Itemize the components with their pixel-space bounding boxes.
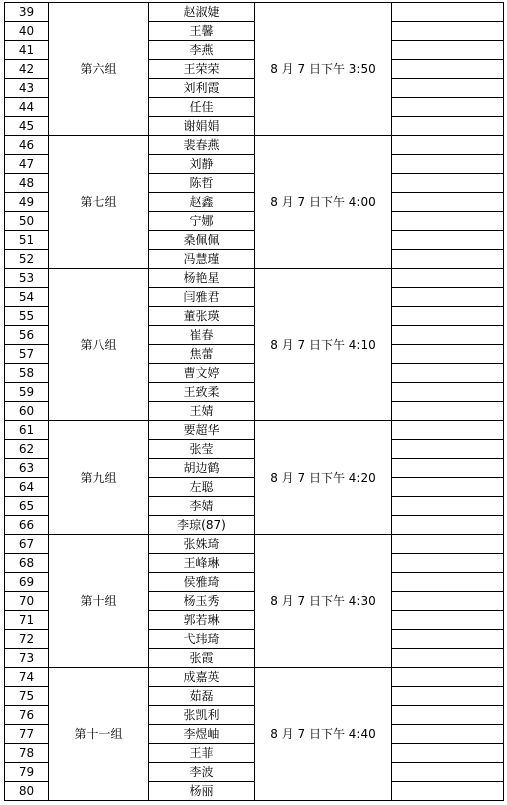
person-name: 李煜岫 — [149, 725, 255, 744]
row-number: 63 — [5, 459, 49, 478]
person-name: 谢娟娟 — [149, 117, 255, 136]
person-name: 崔春 — [149, 326, 255, 345]
row-number: 51 — [5, 231, 49, 250]
group-time: 8 月 7 日下午 4:40 — [255, 668, 392, 801]
person-name: 胡边鹤 — [149, 459, 255, 478]
group-label: 第八组 — [49, 269, 149, 421]
empty-cell — [392, 345, 504, 364]
row-number: 62 — [5, 440, 49, 459]
person-name: 左聪 — [149, 478, 255, 497]
empty-cell — [392, 516, 504, 535]
table-row — [5, 421, 504, 440]
row-number: 55 — [5, 307, 49, 326]
person-name: 郭若琳 — [149, 611, 255, 630]
empty-cell — [392, 535, 504, 554]
row-number: 73 — [5, 649, 49, 668]
person-name: 曹文婷 — [149, 364, 255, 383]
row-number: 44 — [5, 98, 49, 117]
empty-cell — [392, 307, 504, 326]
person-name: 要超华 — [149, 421, 255, 440]
person-name: 杨艳星 — [149, 269, 255, 288]
row-number: 75 — [5, 687, 49, 706]
empty-cell — [392, 763, 504, 782]
person-name: 张莹 — [149, 440, 255, 459]
person-name: 侯雅琦 — [149, 573, 255, 592]
roster-table — [4, 2, 504, 801]
person-name: 宁娜 — [149, 212, 255, 231]
row-number: 52 — [5, 250, 49, 269]
empty-cell — [392, 41, 504, 60]
empty-cell — [392, 269, 504, 288]
person-name: 成嘉英 — [149, 668, 255, 687]
empty-cell — [392, 687, 504, 706]
row-number: 70 — [5, 592, 49, 611]
person-name: 刘静 — [149, 155, 255, 174]
row-number: 41 — [5, 41, 49, 60]
row-number: 57 — [5, 345, 49, 364]
empty-cell — [392, 573, 504, 592]
empty-cell — [392, 497, 504, 516]
empty-cell — [392, 440, 504, 459]
empty-cell — [392, 459, 504, 478]
person-name: 弋玮琦 — [149, 630, 255, 649]
row-number: 43 — [5, 79, 49, 98]
group-time: 8 月 7 日下午 4:20 — [255, 421, 392, 535]
row-number: 80 — [5, 782, 49, 801]
row-number: 66 — [5, 516, 49, 535]
empty-cell — [392, 383, 504, 402]
empty-cell — [392, 212, 504, 231]
row-number: 47 — [5, 155, 49, 174]
row-number: 64 — [5, 478, 49, 497]
person-name: 张凯利 — [149, 706, 255, 725]
row-number: 59 — [5, 383, 49, 402]
row-number: 48 — [5, 174, 49, 193]
group-label: 第十组 — [49, 535, 149, 668]
table-row — [5, 535, 504, 554]
person-name: 王婧 — [149, 402, 255, 421]
group-time: 8 月 7 日下午 4:00 — [255, 136, 392, 269]
row-number: 69 — [5, 573, 49, 592]
group-label: 第六组 — [49, 3, 149, 136]
empty-cell — [392, 3, 504, 22]
empty-cell — [392, 421, 504, 440]
group-time: 8 月 7 日下午 3:50 — [255, 3, 392, 136]
empty-cell — [392, 60, 504, 79]
empty-cell — [392, 668, 504, 687]
group-label: 第七组 — [49, 136, 149, 269]
person-name: 冯慧瑾 — [149, 250, 255, 269]
row-number: 54 — [5, 288, 49, 307]
person-name: 张姝琦 — [149, 535, 255, 554]
empty-cell — [392, 174, 504, 193]
empty-cell — [392, 98, 504, 117]
person-name: 焦蕾 — [149, 345, 255, 364]
row-number: 74 — [5, 668, 49, 687]
empty-cell — [392, 649, 504, 668]
person-name: 王菲 — [149, 744, 255, 763]
empty-cell — [392, 782, 504, 801]
empty-cell — [392, 79, 504, 98]
row-number: 58 — [5, 364, 49, 383]
empty-cell — [392, 478, 504, 497]
person-name: 李波 — [149, 763, 255, 782]
person-name: 李燕 — [149, 41, 255, 60]
person-name: 王荣荣 — [149, 60, 255, 79]
empty-cell — [392, 193, 504, 212]
person-name: 王馨 — [149, 22, 255, 41]
roster-body — [5, 3, 504, 801]
empty-cell — [392, 592, 504, 611]
row-number: 68 — [5, 554, 49, 573]
empty-cell — [392, 288, 504, 307]
row-number: 72 — [5, 630, 49, 649]
empty-cell — [392, 402, 504, 421]
person-name: 李婧 — [149, 497, 255, 516]
row-number: 46 — [5, 136, 49, 155]
person-name: 王峰琳 — [149, 554, 255, 573]
person-name: 刘利霞 — [149, 79, 255, 98]
row-number: 45 — [5, 117, 49, 136]
row-number: 79 — [5, 763, 49, 782]
table-row — [5, 136, 504, 155]
row-number: 71 — [5, 611, 49, 630]
empty-cell — [392, 136, 504, 155]
empty-cell — [392, 706, 504, 725]
person-name: 张霞 — [149, 649, 255, 668]
row-number: 49 — [5, 193, 49, 212]
row-number: 61 — [5, 421, 49, 440]
person-name: 闫雅君 — [149, 288, 255, 307]
row-number: 78 — [5, 744, 49, 763]
empty-cell — [392, 326, 504, 345]
row-number: 60 — [5, 402, 49, 421]
person-name: 茹磊 — [149, 687, 255, 706]
empty-cell — [392, 744, 504, 763]
row-number: 50 — [5, 212, 49, 231]
row-number: 53 — [5, 269, 49, 288]
row-number: 39 — [5, 3, 49, 22]
row-number: 56 — [5, 326, 49, 345]
table-row — [5, 668, 504, 687]
group-time: 8 月 7 日下午 4:10 — [255, 269, 392, 421]
person-name: 王致柔 — [149, 383, 255, 402]
table-row — [5, 3, 504, 22]
empty-cell — [392, 231, 504, 250]
empty-cell — [392, 611, 504, 630]
empty-cell — [392, 725, 504, 744]
row-number: 40 — [5, 22, 49, 41]
person-name: 任佳 — [149, 98, 255, 117]
row-number: 42 — [5, 60, 49, 79]
person-name: 赵淑婕 — [149, 3, 255, 22]
empty-cell — [392, 630, 504, 649]
empty-cell — [392, 250, 504, 269]
group-label: 第十一组 — [49, 668, 149, 801]
empty-cell — [392, 155, 504, 174]
group-time: 8 月 7 日下午 4:30 — [255, 535, 392, 668]
empty-cell — [392, 554, 504, 573]
empty-cell — [392, 22, 504, 41]
person-name: 赵鑫 — [149, 193, 255, 212]
row-number: 77 — [5, 725, 49, 744]
person-name: 陈哲 — [149, 174, 255, 193]
row-number: 76 — [5, 706, 49, 725]
person-name: 裴春燕 — [149, 136, 255, 155]
person-name: 杨玉秀 — [149, 592, 255, 611]
person-name: 桑佩佩 — [149, 231, 255, 250]
row-number: 67 — [5, 535, 49, 554]
person-name: 李琼(87) — [149, 516, 255, 535]
row-number: 65 — [5, 497, 49, 516]
empty-cell — [392, 117, 504, 136]
person-name: 杨丽 — [149, 782, 255, 801]
group-label: 第九组 — [49, 421, 149, 535]
empty-cell — [392, 364, 504, 383]
person-name: 董张瑛 — [149, 307, 255, 326]
table-row — [5, 269, 504, 288]
